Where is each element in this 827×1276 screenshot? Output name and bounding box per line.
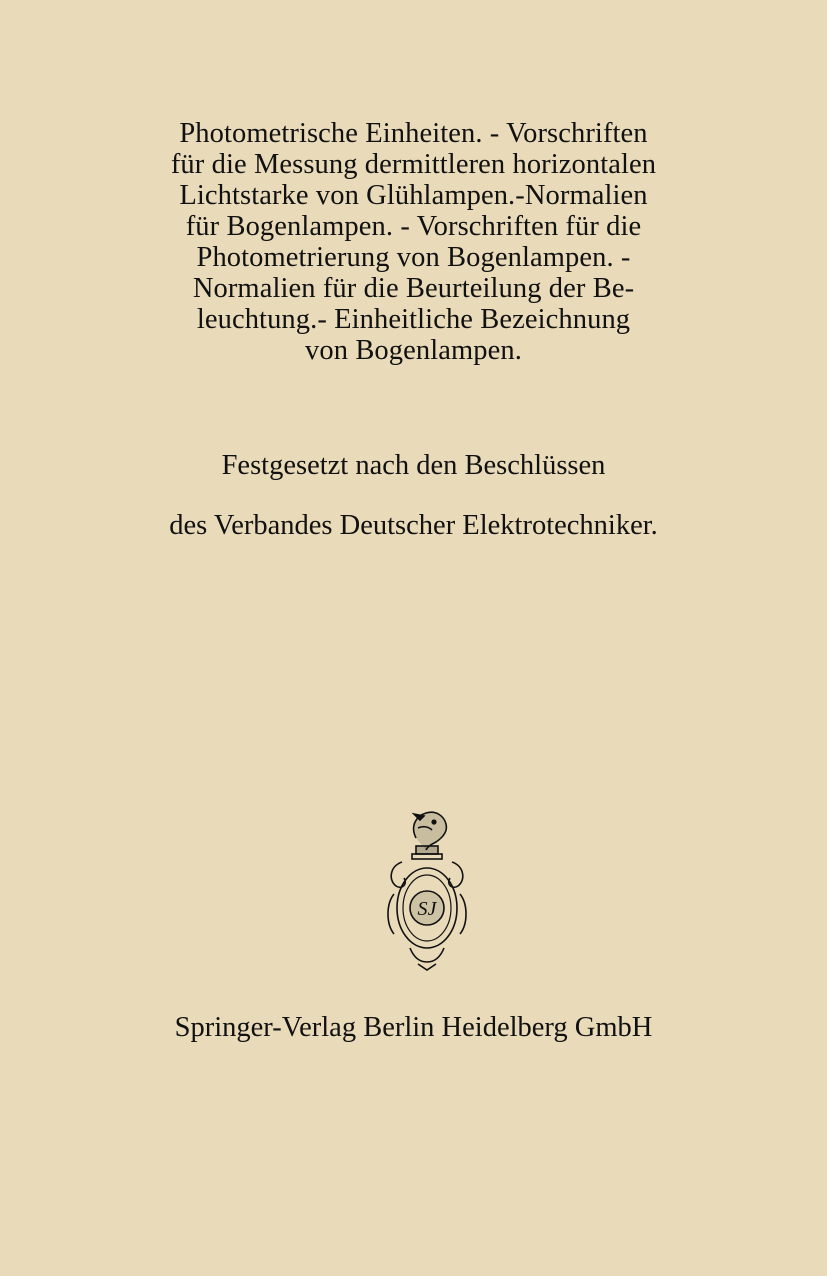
title-line: für Bogenlampen. - Vorschriften für die: [185, 211, 642, 242]
title-line: Lichtstarke von Glühlampen.-Normalien: [179, 180, 648, 211]
subtitle-line-1: Festgesetzt nach den Beschlüssen: [221, 450, 606, 481]
title-line: für die Messung dermittleren horizontalen: [170, 149, 657, 180]
title-line: Photometrierung von Bogenlampen. -: [196, 242, 631, 273]
title-line: Normalien für die Beurteilung der Be-: [192, 273, 635, 304]
publisher-name: Springer-Verlag Berlin Heidelberg GmbH: [174, 1012, 653, 1043]
subtitle-line-2: des Verbandes Deutscher Elektrotechniker.: [169, 510, 658, 541]
title-block: [0, 118, 827, 366]
springer-knight-emblem-icon: [380, 808, 474, 972]
title-line: leuchtung.- Einheitliche Bezeichnung: [196, 304, 631, 335]
title-line: von Bogenlampen.: [305, 335, 522, 366]
logo-monogram: SJ: [417, 898, 437, 920]
title-line: Photometrische Einheiten. - Vorschriften: [179, 118, 648, 149]
